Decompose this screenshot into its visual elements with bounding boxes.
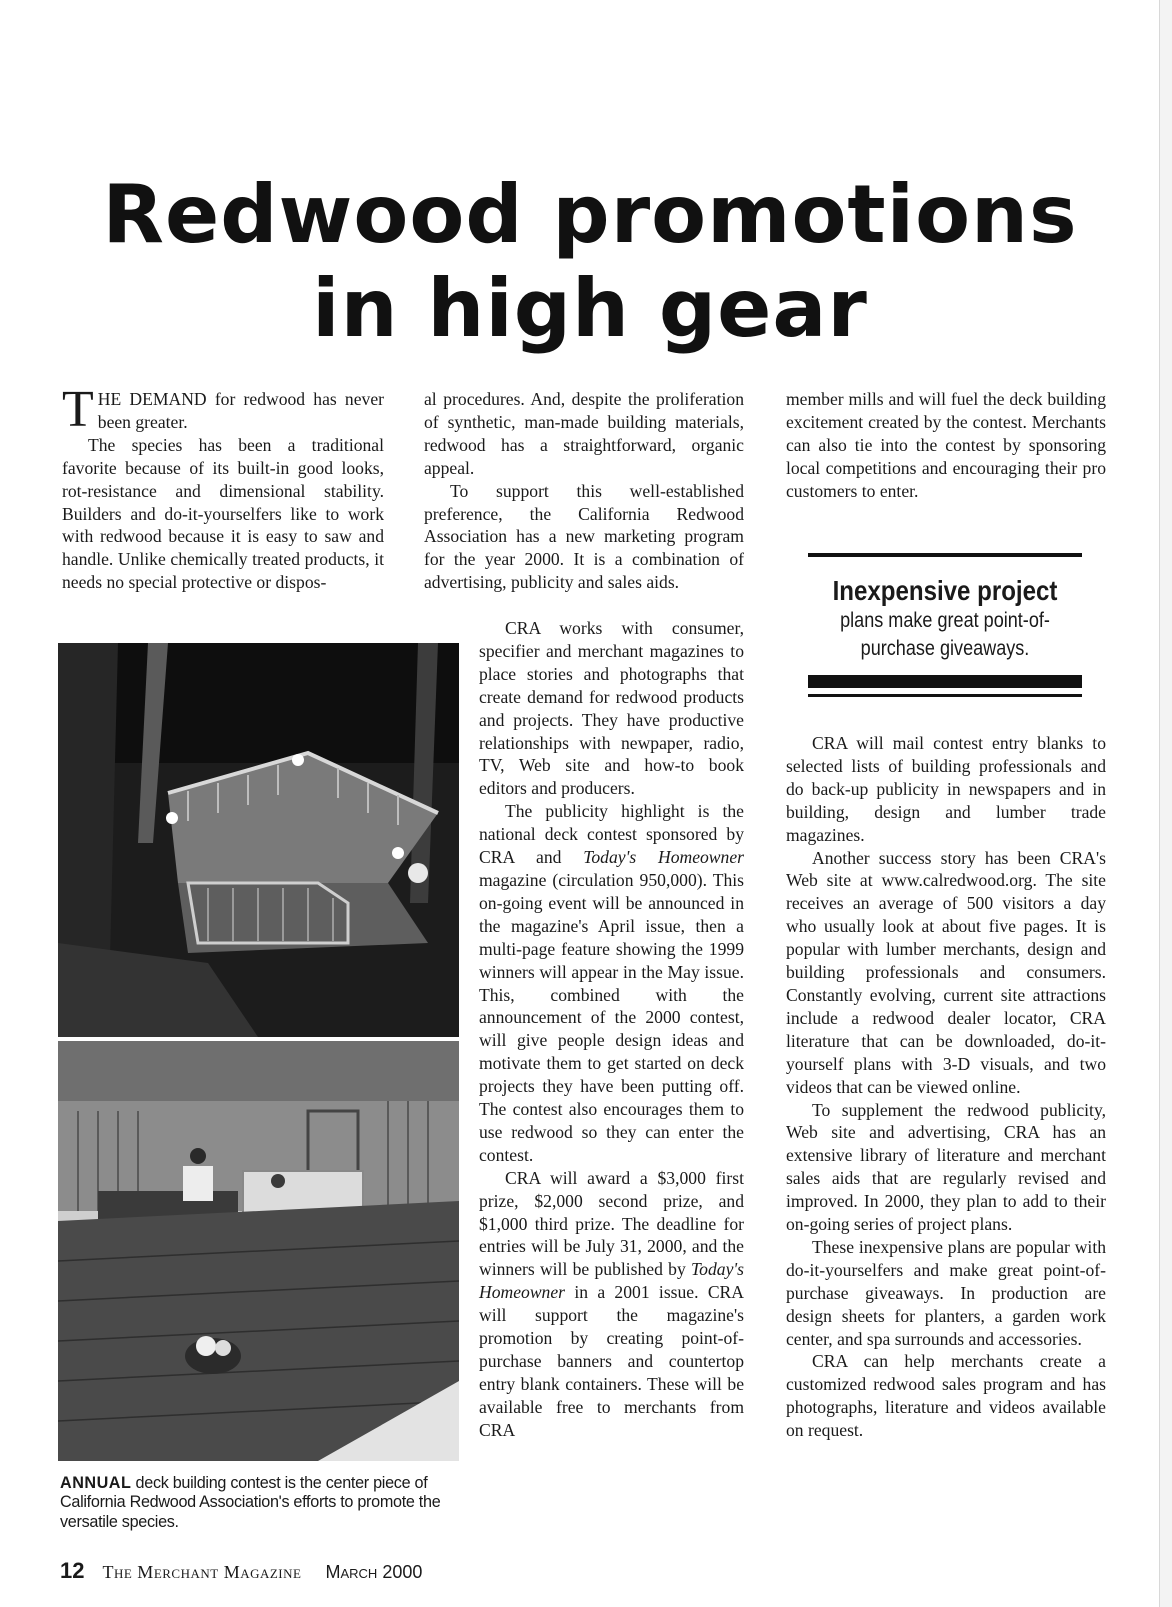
paragraph: Another success story has been CRA's Web site at www.calredwood.org. The site receives an average of 500 visitors a day who usually look at about five pages. It is popular with lumber merchants, design and building professionals and consumers. Constantly evolving, current site attractions include a redwood dealer locator, CRA literature that can be downloaded, do-it-yourself plans with 3-D visuals, and two videos that can be viewed online.	[786, 847, 1106, 1097]
pull-quote-rule-thick	[808, 675, 1082, 688]
paragraph: al procedures. And, despite the proliferation of synthetic, man-made building materials, redwood has a straightforward, organic appeal.	[424, 389, 744, 478]
deck-night-photo	[58, 643, 459, 1037]
article-column-1	[62, 381, 384, 594]
pull-quote	[808, 553, 1082, 697]
article-column-3-bottom	[786, 732, 1106, 1442]
pull-quote-rule-top	[808, 553, 1082, 557]
paragraph: These inexpensive plans are popular with do-it-yourselfers and make great point-of-purchase giveaways. In production are design sheets for planters, a garden work center, and spa surrounds and accessories.	[786, 1236, 1106, 1349]
paragraph	[479, 1167, 744, 1442]
text-run: CRA will award a $3,000 first prize, $2,000 second prize, and $1,000 third prize. The deadline for entries will be July 31, 2000, and the winners will be published by	[479, 1167, 744, 1280]
paragraph: CRA can help merchants create a customized redwood sales program and has photographs, literature and videos available on request.	[786, 1351, 1106, 1441]
photo-caption	[60, 1474, 460, 1532]
caption-lead: ANNUAL	[60, 1474, 132, 1492]
paragraph: CRA works with consumer, specifier and merchant magazines to place stories and photographs that create demand for redwood products and projects. They have productive relationships with newpaper, radio, TV, Web site and how-to book editors and producers.	[479, 618, 744, 799]
page-number: 12	[60, 1558, 85, 1583]
paragraph: To support this well-established preference, the California Redwood Association has a new marketing program for the year 2000. It is a combination of advertising, publicity and sales aids.	[424, 480, 744, 593]
paragraph: To supplement the redwood publicity, Web site and advertising, CRA has an extensive library of literature and merchant sales aids that are regularly revised and improved. In 2000, they plan to add to their on-going series of project plans.	[786, 1099, 1106, 1235]
issue-date: March 2000	[325, 1562, 423, 1582]
lead-in-text: HE DEMAND for redwood has never been greater.	[97, 389, 384, 432]
headline-line-2: in high gear	[312, 262, 868, 355]
paragraph	[479, 800, 744, 1167]
page-footer	[60, 1558, 422, 1584]
article-column-3-top	[786, 388, 1106, 503]
page-edge	[1159, 0, 1172, 1607]
text-run: magazine (circulation 950,000). This on-going event will be announced in the magazine's April issue, then a multi-page feature showing the 1999 winners will appear in the May issue. This, combined with the announcement of the 2000 contest, will give people design ideas and motivate them to get started on deck projects they have been putting off. The contest also encourages them to use redwood so they can enter the contest.	[479, 869, 744, 1165]
headline	[60, 168, 1120, 356]
magazine-name: Today's Homeowner	[479, 1259, 744, 1303]
deck-spa-photo	[58, 1041, 459, 1461]
headline-line-1: Redwood promotions	[102, 168, 1078, 261]
magazine-name: Today's Homeowner	[583, 847, 744, 868]
text-run: The publicity highlight is the national deck contest sponsored by CRA and	[479, 801, 744, 868]
paragraph: The species has been a traditional favorite because of its built-in good looks, rot-resistance and dimensional stability. Builders and do-it-yourselfers like to work with redwood because it is easy to saw and handle. Unlike chemically treated products, it needs no special protective or dispos-	[62, 434, 384, 593]
article-column-2-wrap	[479, 617, 744, 1442]
pull-quote-sub: plans make great point-of-purchase giveaways.	[840, 609, 1050, 660]
magazine-title: The Merchant Magazine	[102, 1562, 302, 1582]
paragraph: member mills and will fuel the deck building excitement created by the contest. Merchants can also tie into the contest by sponsoring local competitions and encouraging their pro customers to enter.	[786, 389, 1106, 501]
paragraph	[62, 381, 384, 438]
pull-quote-head: Inexpensive project	[832, 575, 1058, 606]
paragraph: CRA will mail contest entry blanks to selected lists of building professionals and do back-up publicity in newspapers and in building, design and lumber trade magazines.	[786, 733, 1106, 845]
text-run: in a 2001 issue. CRA will support the magazine's promotion by creating point-of-purchase banners and countertop entry blank containers. These will be available free to merchants from CRA	[479, 1282, 744, 1440]
caption-text: deck building contest is the center piece of California Redwood Association's efforts to promote the versatile species.	[60, 1474, 441, 1531]
article-column-2-top	[424, 388, 744, 594]
drop-cap: T	[62, 381, 94, 438]
pull-quote-rule-thin	[808, 694, 1082, 697]
